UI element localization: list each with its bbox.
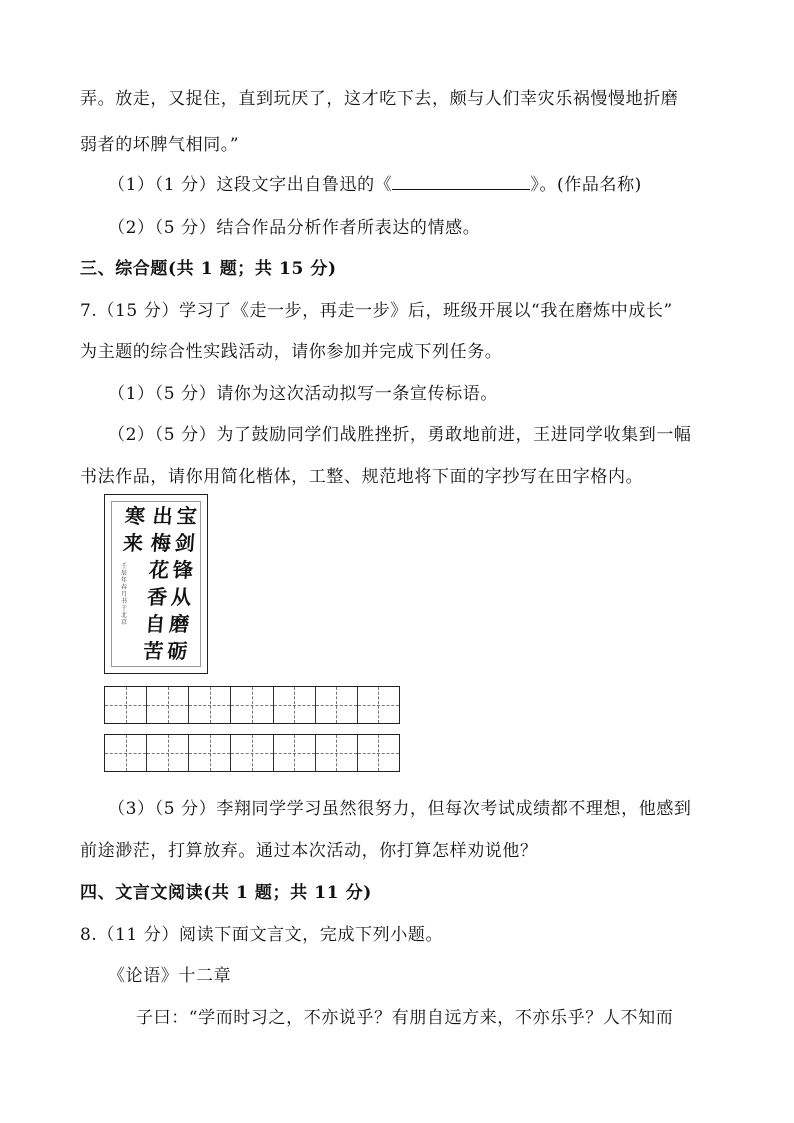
section-4-heading: 四、文言文阅读(共 1 题；共 11 分) bbox=[80, 883, 372, 903]
grid-cell[interactable] bbox=[358, 735, 399, 771]
grid-cell[interactable] bbox=[189, 687, 231, 723]
section-3-heading: 三、综合题(共 1 题；共 15 分) bbox=[80, 259, 337, 279]
grid-cell[interactable] bbox=[231, 687, 273, 723]
question-7-3-line-2: 前途渺茫，打算放弃。通过本次活动，你打算怎样劝说他？ bbox=[80, 841, 538, 861]
question-7-2-line-1: （2）（5 分）为了鼓励同学们战胜挫折，勇敢地前进，王进同学收集到一幅 bbox=[108, 425, 692, 445]
tianzi-grid-row-1[interactable] bbox=[104, 686, 400, 724]
text-line-2: 弱者的坏脾气相同。” bbox=[80, 135, 240, 155]
grid-cell[interactable] bbox=[147, 687, 189, 723]
grid-cell[interactable] bbox=[105, 735, 147, 771]
calligraphy-image bbox=[104, 494, 208, 674]
grid-cell[interactable] bbox=[358, 687, 399, 723]
reading-title: 《论语》十二章 bbox=[108, 966, 232, 986]
grid-cell[interactable] bbox=[147, 735, 189, 771]
question-7-1: （1）（5 分）请你为这次活动拟写一条宣传标语。 bbox=[108, 384, 498, 404]
grid-cell[interactable] bbox=[316, 687, 358, 723]
answer-blank[interactable] bbox=[392, 171, 530, 190]
calligraphy-signature: 壬辰年春月书于北京 bbox=[121, 563, 128, 626]
grid-cell[interactable] bbox=[105, 687, 147, 723]
question-1-suffix: 》。(作品名称) bbox=[530, 175, 642, 195]
question-7-3-line-1: （3）（5 分）李翔同学学习虽然很努力，但每次考试成绩都不理想，他感到 bbox=[108, 799, 692, 819]
reading-quote: 子曰：“学而时习之，不亦说乎？有朋自远方来，不亦乐乎？人不知而 bbox=[136, 1008, 674, 1028]
grid-cell[interactable] bbox=[316, 735, 358, 771]
question-2: （2）（5 分）结合作品分析作者所表达的情感。 bbox=[108, 218, 481, 238]
grid-cell[interactable] bbox=[189, 735, 231, 771]
calligraphy-column-1: 宝剑锋从磨砺 bbox=[166, 504, 198, 663]
question-1 bbox=[108, 170, 642, 195]
calligraphy-column-3: 寒来 bbox=[122, 504, 146, 555]
tianzi-grid-row-2[interactable] bbox=[104, 734, 400, 772]
grid-cell[interactable] bbox=[274, 735, 316, 771]
question-1-prefix: （1）（1 分）这段文字出自鲁迅的《 bbox=[108, 175, 393, 195]
grid-cell[interactable] bbox=[274, 687, 316, 723]
question-7-2-line-2: 书法作品，请你用简化楷体，工整、规范地将下面的字抄写在田字格内。 bbox=[80, 467, 644, 487]
question-7-line-1: 7.（15 分）学习了《走一步，再走一步》后，班级开展以“我在磨炼中成长” bbox=[80, 301, 673, 321]
question-7-line-2: 为主题的综合性实践活动，请你参加并完成下列任务。 bbox=[80, 342, 503, 362]
grid-cell[interactable] bbox=[231, 735, 273, 771]
question-8: 8.（11 分）阅读下面文言文，完成下列小题。 bbox=[80, 925, 444, 945]
text-line-1: 弄。放走，又捉住，直到玩厌了，这才吃下去，颇与人们幸灾乐祸慢慢地折磨 bbox=[80, 89, 679, 109]
calligraphy-column-2: 出梅花香自苦 bbox=[142, 504, 174, 663]
